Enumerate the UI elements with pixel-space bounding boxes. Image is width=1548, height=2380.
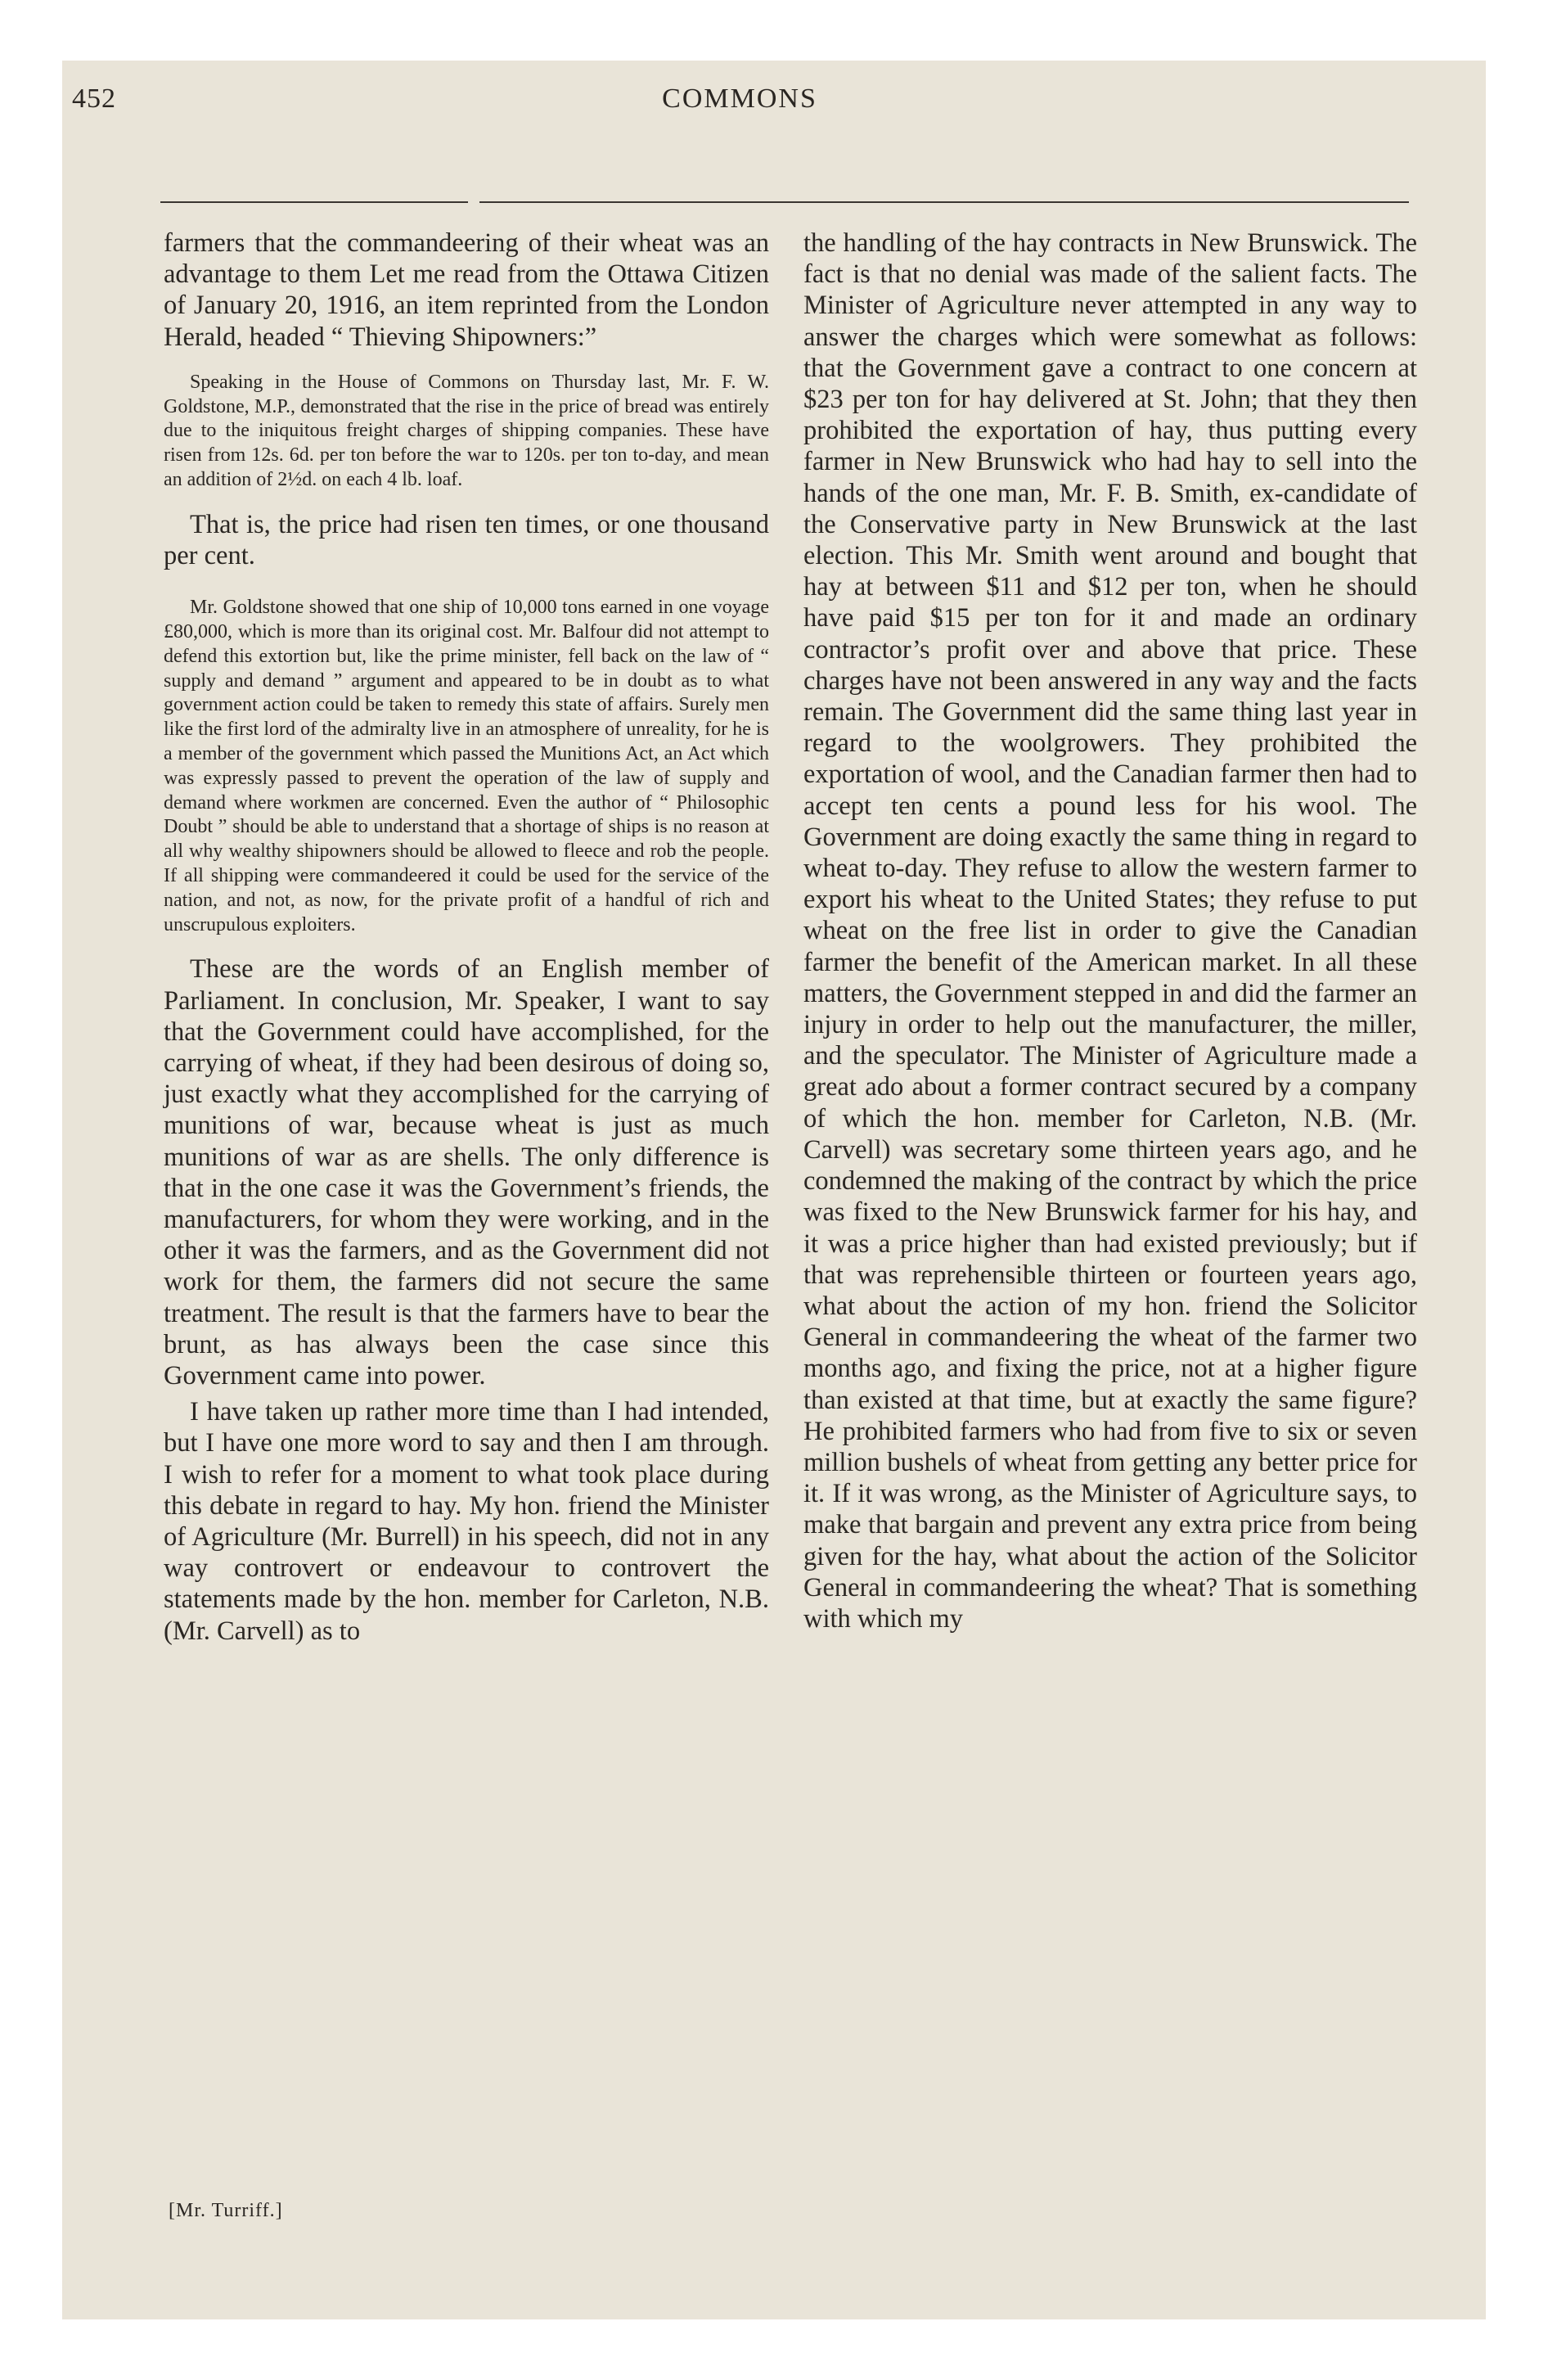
- quoted-passage: Mr. Goldstone showed that one ship of 10,000 tons earned in one voyage £80,000, which is more than its original cost. Mr. Balfour did not attempt to defend this extortion but, like the prime minister, fell back on the law of “ supply and demand ” argument and appeared to be in doubt as to what government action could be taken to remedy this state of affairs. Surely men like the first lord of the admiralty live in an atmosphere of unreality, for he is a member of the government which passed the Munitions Act, an Act which was expressly passed to prevent the operation of the law of supply and demand where workmen are concerned. Even the author of “ Philosophic Doubt ” should be able to understand that a shortage of ships is no reason at all why wealthy shipowners should be allowed to fleece and rob the people. If all shipping were commandeered it could be used for the service of the nation, and not, as now, for the private profit of a handful of rich and unscrupulous exploiters.: [164, 597, 769, 935]
- paragraph: farmers that the commandeering of their wheat was an advantage to them Let me read from the Ottawa Citizen of January 20, 1916, an item reprinted from the London Herald, headed “ Thieving Shipowners:”: [164, 228, 769, 352]
- paragraph: These are the words of an English member of Parliament. In conclusion, Mr. Speaker, I want to say that the Government could have accomplished, for the carrying of wheat, if they had been desirous of doing so, just exactly what they accomplished for the carrying of munitions of war, because wheat is just as much munitions of war as are shells. The only difference is that in the one case it was the Government’s friends, the manufacturers, for whom they were working, and in the other it was the farmers, and as the Government did not work for them, the farmers did not secure the same treatment. The result is that the farmers have to bear the brunt, as has always been the case since this Government came into power.: [164, 954, 769, 1391]
- page-header: [72, 80, 1407, 121]
- quoted-passage: Speaking in the House of Commons on Thursday last, Mr. F. W. Goldstone, M.P., demonstrated that the rise in the price of bread was entirely due to the iniquitous freight charges of shipping companies. These have risen from 12s. 6d. per ton before the war to 120s. per ton to-day, and mean an addition of 2½d. on each 4 lb. loaf.: [164, 371, 769, 490]
- paragraph: I have taken up rather more time than I had intended, but I have one more word to say and then I am through. I wish to refer for a moment to what took place during this debate in regard to hay. My hon. friend the Minister of Agriculture (Mr. Burrell) in his speech, did not in any way controvert or endeavour to controvert the statements made by the hon. member for Carleton, N.B. (Mr. Carvell) as to: [164, 1397, 769, 1646]
- speaker-attribution: [Mr. Turriff.]: [169, 2200, 283, 2221]
- right-column: [803, 228, 1417, 1634]
- header-rule-left: [160, 201, 468, 203]
- left-column: [164, 228, 769, 1647]
- paragraph: That is, the price had risen ten times, or one thousand per cent.: [164, 509, 769, 570]
- running-head: COMMONS: [662, 83, 817, 114]
- page-number: 452: [72, 83, 116, 114]
- header-rule-right: [479, 201, 1409, 203]
- paragraph: the handling of the hay contracts in New Brunswick. The fact is that no denial was made of the salient facts. The Minister of Agriculture never attempted in any way to answer the charges which were somewhat as follows: that the Government gave a contract to one concern at $23 per ton for hay delivered at St. John; that they then prohibited the exportation of hay, thus putting every farmer in New Brunswick who had hay to sell into the hands of the one man, Mr. F. B. Smith, ex-candidate of the Conservative party in New Brunswick at the last election. This Mr. Smith went around and bought that hay at between $11 and $12 per ton, when he should have paid $15 per ton for it and made an ordinary contractor’s profit over and above that price. These charges have not been answered in any way and the facts remain. The Government did the same thing last year in regard to the woolgrowers. They prohibited the exportation of wool, and the Canadian farmer then had to accept ten cents a pound less for his wool. The Government are doing exactly the same thing in regard to wheat to-day. They refuse to allow the western farmer to export his wheat to the United States; they refuse to put wheat on the free list in order to give the Canadian farmer the benefit of the American market. In all these matters, the Government stepped in and did the farmer an injury in order to help out the manufacturer, the miller, and the speculator. The Minister of Agriculture made a great ado about a former contract secured by a company of which the hon. member for Carleton, N.B. (Mr. Carvell) was secretary some thirteen years ago, and he condemned the making of the contract by which the price was fixed to the New Brunswick farmer for his hay, and it was a price higher than had existed previously; but if that was reprehensible thirteen or fourteen years ago, what about the action of my hon. friend the Solicitor General in commandeering the wheat of the farmer two months ago, and fixing the price, not at a higher figure than existed at that time, but at exactly the same figure? He prohibited farmers who had from five to six or seven million bushels of wheat from getting any better price for it. If it was wrong, as the Minister of Agriculture says, to make that bargain and prevent any extra price from being given for the hay, what about the action of the Solicitor General in commandeering the wheat? That is something with which my: [803, 228, 1417, 1634]
